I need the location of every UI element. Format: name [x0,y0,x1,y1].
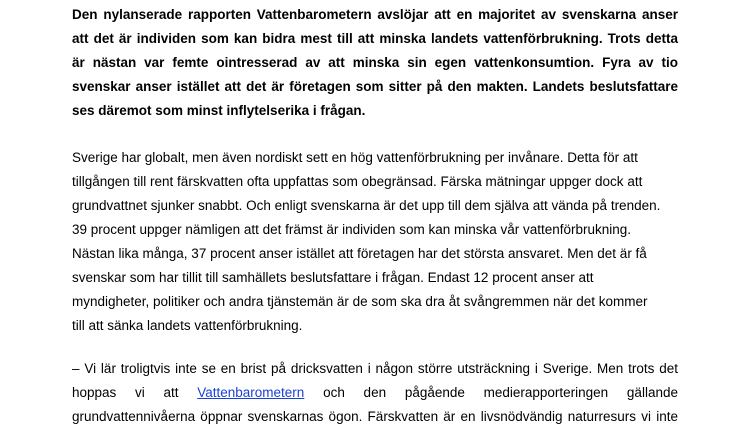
lead-line-1: Den nylanserade rapporten Vattenbarometern avslöjar att en majoritet av svenskarna anser [72,7,678,22]
body-line-3: grundvattnet sjunker snabbt. Och enligt svenskarna är det upp till dem själva att vända på trenden. [72,198,661,213]
body-line-5: Nästan lika många, 37 procent anser istället att företagen har det största ansvaret. Men det är få [72,246,647,261]
body-line-7: myndigheter, politiker och andra tjänstemän är de som ska dra åt svångremmen när det kommer [72,294,648,309]
vattenbarometern-link[interactable]: Vattenbarometern [197,385,305,400]
quote-line-2 [72,381,678,405]
quote-line-1: – Vi lär troligtvis inte se en brist på dricksvatten i någon större utsträckning i Sverige. Men trots det [72,361,678,376]
lead-line-2: att det är individen som kan bidra mest till att minska landets vattenförbrukning. Trots detta [72,31,678,46]
quote-line-2-start: hoppas vi att [72,385,198,400]
body-line-8: till att sänka landets vattenförbrukning. [72,318,303,333]
lead-line-3: är nästan var femte ointresserad av att minska sin egen vattenkonsumtion. Fyra av tio [72,55,678,70]
body-line-2: tillgången till rent färskvatten ofta uppfattas som obegränsad. Färska mätningar uppger dock att [72,174,643,189]
quote-line-3: grundvattennivåerna öppnar svenskarnas ögon. Färskvatten är en livsnödvändig naturresurs vi inte [72,409,678,424]
body-line-6: svenskar som har tillit till samhällets beslutsfattare i frågan. Endast 12 procent anser att [72,270,594,285]
lead-line-5: ses däremot som minst inflytelserika i frågan. [72,103,366,118]
lead-line-4: svenskar anser istället att det är företagen som sitter på den makten. Landets beslutsfattare [72,79,678,94]
body-line-4: 39 procent uppger nämligen att det främst är individen som kan minska vår vattenförbrukning. [72,222,632,237]
quote-line-2-end: och den pågående medierapporteringen gällande [323,385,678,400]
body-line-1: Sverige har globalt, men även nordiskt sett en hög vattenförbrukning per invånare. Detta för att [72,150,638,165]
